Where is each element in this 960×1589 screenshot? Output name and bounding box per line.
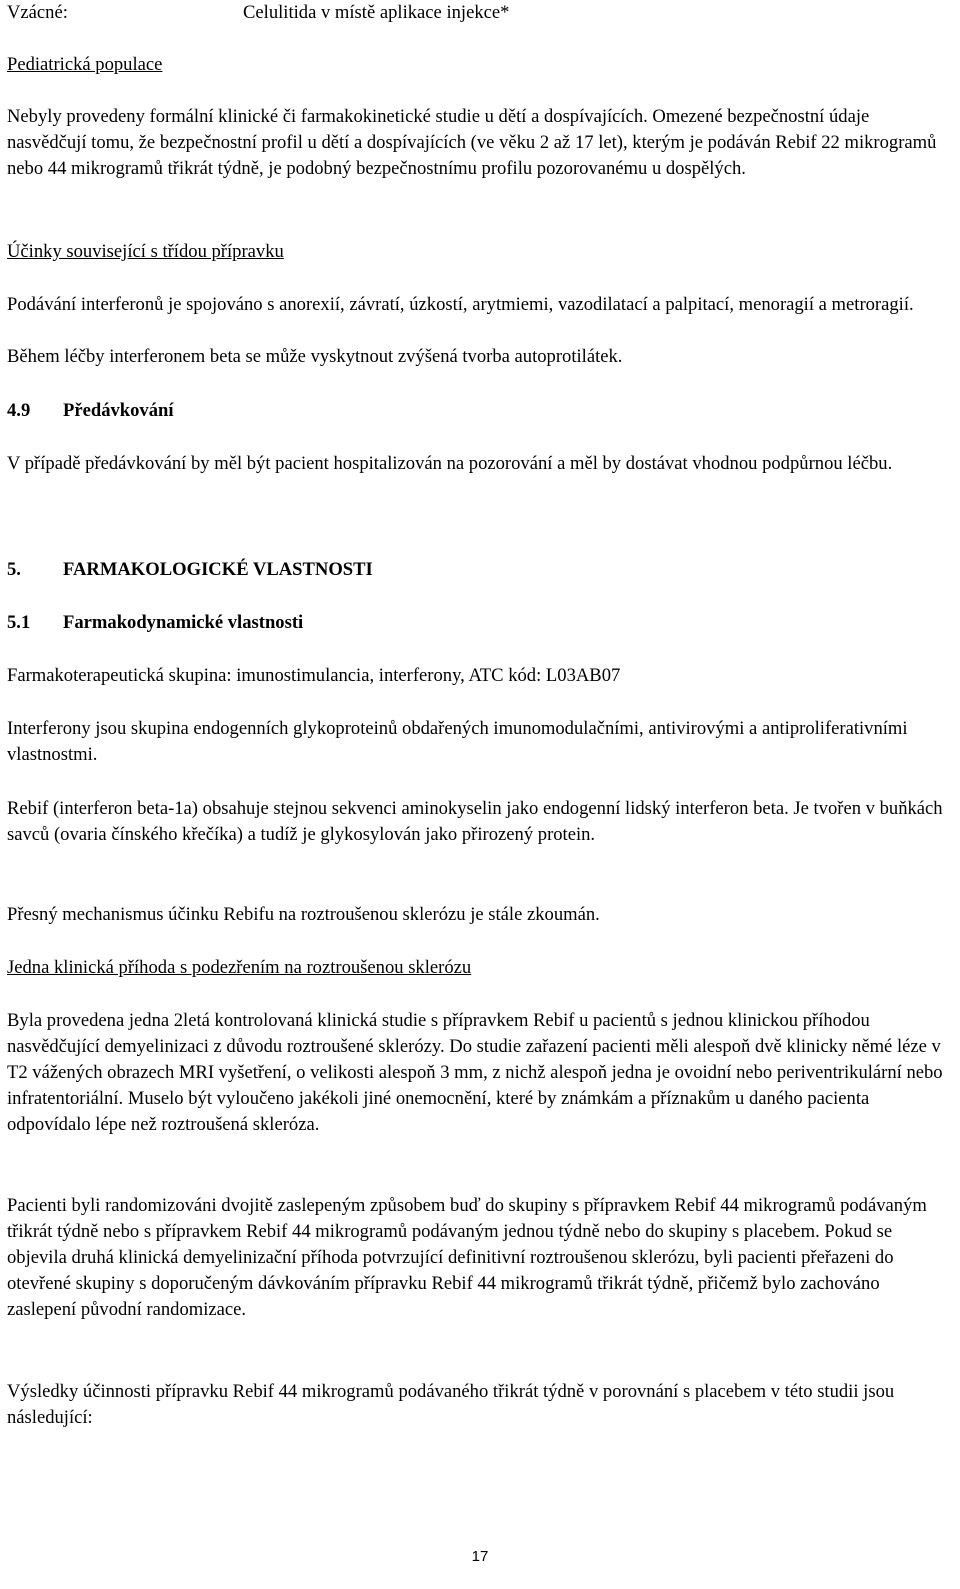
class-effects-heading: Účinky související s třídou přípravku [7,241,284,262]
overdose-heading [7,398,949,424]
paediatric-paragraph: Nebyly provedeny formální klinické či farmakokinetické studie u dětí a dospívajících. Omezené bezpečnostní údaje nasvědčují tomu, že bezpečnostní profil u dětí a dospívajících (ve věku 2 až 17 let), kterým je podáván Rebif 22 mikrogramů nebo 44 mikrogramů třikrát týdně, je podobný bezpečnostnímu profilu pozorovanému u dospělých. [7,106,937,179]
section-5-heading [7,557,949,583]
single-event-heading: Jedna klinická příhoda s podezřením na roztroušenou sklerózu [7,957,472,978]
overdose-paragraph: V případě předávkování by měl být pacient hospitalizován na pozorování a měl by dostávat vhodnou podpůrnou léčbu. [7,453,893,474]
paediatric-heading: Pediatrická populace [7,54,163,75]
frequency-label: Vzácné: [7,2,68,23]
section-5-1-number: 5.1 [7,612,31,633]
adverse-reaction-value: Celulitida v místě aplikace injekce* [243,2,510,23]
rebif-description-paragraph: Rebif (interferon beta-1a) obsahuje stejnou sekvenci aminokyselin jako endogenní lidský interferon beta. Je tvořen v buňkách savců (ovaria čínského křečíka) a tudíž je glykosylován jako přirozený protein. [7,798,943,845]
results-intro-paragraph: Výsledky účinnosti přípravku Rebif 44 mikrogramů podávaného třikrát týdně v porovnání s placebem v této studii jsou následující: [7,1381,895,1428]
pharmacotherapeutic-group: Farmakoterapeutická skupina: imunostimulancia, interferony, ATC kód: L03AB07 [7,665,621,686]
overdose-section-title: Předávkování [63,400,174,421]
page-number: 17 [471,1548,489,1565]
study-design-paragraph: Byla provedena jedna 2letá kontrolovaná klinická studie s přípravkem Rebif u pacientů s jednou klinickou příhodou nasvědčující demyelinizaci z důvodu roztroušené sklerózy. Do studie zařazení pacienti měli alespoň dvě klinicky němé léze v T2 vážených obrazech MRI vyšetření, o velikosti alespoň 3 mm, z nichž alespoň jedna je ovoidní nebo periventrikulární nebo infratentoriální. Muselo být vyloučeno jakékoli jiné onemocnění, které by známkám a příznakům u daného pacienta odpovídalo lépe než roztroušená skleróza. [7,1010,943,1135]
section-5-1-title: Farmakodynamické vlastnosti [63,612,304,633]
class-effects-paragraph-2: Během léčby interferonem beta se může vyskytnout zvýšená tvorba autoprotilátek. [7,346,623,367]
section-5-title: FARMAKOLOGICKÉ VLASTNOSTI [63,559,373,580]
section-5-number: 5. [7,559,21,580]
section-5-1-heading [7,610,949,636]
class-effects-paragraph-1: Podávání interferonů je spojováno s anorexií, závratí, úzkostí, arytmiemi, vazodilatací a palpitací, menoragií a metroragií. [7,294,914,315]
interferons-paragraph: Interferony jsou skupina endogenních glykoproteinů obdařených imunomodulačními, antivirovými a antiproliferativními vlastnostmi. [7,718,908,765]
overdose-section-number: 4.9 [7,400,31,421]
randomization-paragraph: Pacienti byli randomizováni dvojitě zaslepeným způsobem buď do skupiny s přípravkem Rebif 44 mikrogramů podávaným třikrát týdně nebo s přípravkem Rebif 44 mikrogramů podávaným jednou týdně nebo do skupiny s placebem. Pokud se objevila druhá klinická demyelinizační příhoda potvrzující definitivní roztroušenou sklerózu, byli pacienti přeřazeni do otevřené skupiny s doporučeným dávkováním přípravku Rebif 44 mikrogramů třikrát týdně, přičemž bylo zachováno zaslepení původní randomizace. [7,1195,927,1320]
adverse-reaction-row [7,0,949,26]
mechanism-paragraph: Přesný mechanismus účinku Rebifu na roztroušenou sklerózu je stále zkoumán. [7,904,600,925]
